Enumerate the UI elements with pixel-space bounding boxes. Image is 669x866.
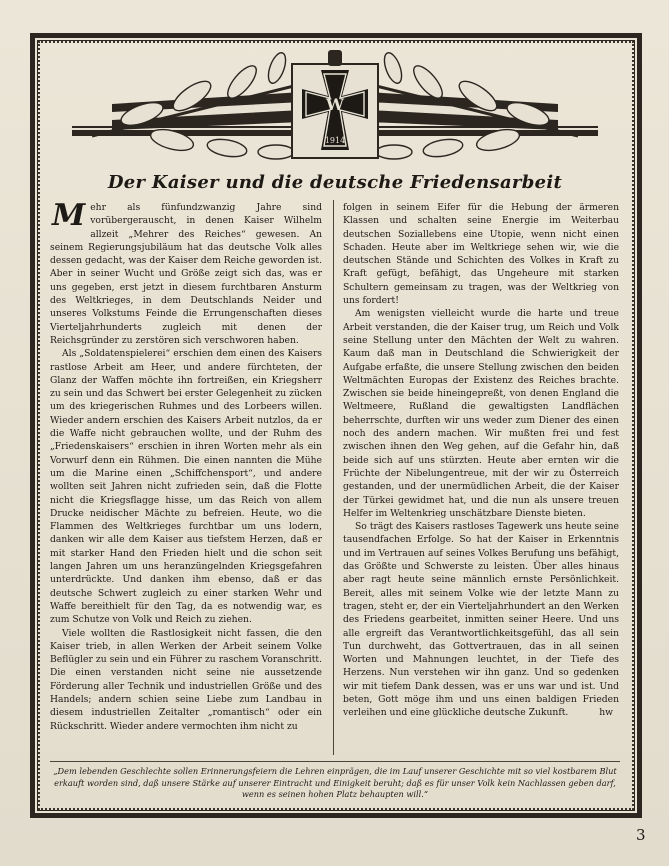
right-column [343, 201, 619, 720]
left-column [50, 198, 322, 733]
iron-cross-header-illustration [52, 44, 618, 168]
quote-divider [50, 761, 620, 762]
paragraph: folgen in seinem Eifer für die Hebung der ärmeren Klassen und schalten seine Energie im Weiterbau deutschen Soziallebens eine Utopie, wenn nicht einen Schaden. Heute aber im Weltkriege sehen wir, wie die deutschen Stände und Schichten des Volkes in Kraft zu Kraft gefügt, befähigt, das Ungeheure mit starken Schultern gemeinsam zu tragen, was der Weltkrieg von uns fordert! [343, 202, 619, 307]
paragraph-text: ehr als fünfundzwanzig Jahre sind vorübergerauscht, in denen Kaiser Wilhelm allzeit „Mehrer des Reiches“ gewesen. An seinem Regierungsjubiläum hat das deutsche Volk alles dessen gedacht, was der Kaiser dem Reiche geworden ist. Aber in seiner Wucht und Größe zeigt sich das, was er uns gegeben, erst jetzt in diesem furchtbaren Ansturm des Weltkrieges, in dem Deutschlands Neider und unseres Volkstums Feinde die Errungenschaften dieses Vierteljahrhunderts zugleich mit denen der Reichsgründer zu zerstören sich verschworen haben. [50, 202, 322, 346]
paragraph [50, 198, 322, 347]
cross-year: 1914 [324, 136, 346, 145]
cross-letter: W [326, 95, 344, 114]
footer-quote: „Dem lebenden Geschlechte sollen Erinnerungsfeiern die Lehren einprägen, die im Lauf unserer Geschichte mit so viel kostbarem Blut erkauft worden sind, daß unsere Stärke auf unserer Eintracht und Einigkeit beruht; daß es für unser Volk kein Nachlassen geben darf, wenn es seinen hohen Platz behaupten will.“ [53, 766, 617, 799]
column-divider [333, 200, 334, 755]
paragraph: Am wenigsten vielleicht wurde die harte und treue Arbeit verstanden, die der Kaiser trug, um Reich und Volk seine Stellung unter den Mächten der Welt zu wahren. Kaum daß man in Deutschland die Schwierigkeit der Aufgabe erfaßte, die unsere Stellung zwischen den beiden Weltmächten Europas der Existenz des Reiches brachte. Zwischen sie beide hineingepreßt, von denen England die Weltmeere, Rußland die gewaltigsten Landflächen beherrschte, durften wir uns weder zum Diener des einen noch des andern machen. Wir mußten frei und fest zwischen ihnen den Weg gehen, auf die Gefahr hin, daß beide sich auf uns stürzten. Heute aber ernten wir die Früchte der Nibelungentreue, mit der wir zu Österreich gestanden, und der unermüdlichen Arbeit, die der Kaiser der Türkei gewidmet hat, und die nun als unsere treuen Helfer im Weltenkrieg unschätzbare Dienste bieten. [343, 308, 619, 519]
paragraph [343, 520, 619, 719]
paragraph: Als „Soldatenspielerei“ erschien dem einen des Kaisers rastlose Arbeit am Heer, und andere fürchteten, der Glanz der Waffen möchte ihn fortreißen, ein Kriegsherr zu sein und das Schwert bei erster Gelegenheit zu zücken um des kriegerischen Ruhmes und des Lorbeers willen. Wieder andern erschien des Kaisers Arbeit nutzlos, da er die Waffe nicht gebrauchen wollte, und der Ruhm des „Friedenskaisers“ erschien in ihren Worten mehr als ein Vorwurf denn ein Rühmen. Die einen nannten die Mühe um die Marine einen „Schiffchensport“, und andere wollten seit Jahren nicht zufrieden sein, daß die Flotte nicht die Kriegsflagge hisse, um das Reich von allem Drucke neidischer Mächte zu befreien. Heute, wo die Flammen des Weltkrieges furchtbar um uns lodern, danken wir alle dem Kaiser aus tiefstem Herzen, daß er mit starker Hand den Frieden hielt und die schon seit langen Jahren um uns heranzüngelnden Kriegsgefahren unterdrückte. Und danken ihm ebenso, daß er das deutsche Schwert zugleich zu einer starken Wehr und Waffe bereithielt für den Tag, da es notwendig war, es zum Schutze von Volk und Reich zu ziehen. [50, 348, 322, 626]
paragraph-text: So trägt des Kaisers rastloses Tagewerk uns heute seine tausendfachen Erfolge. So hat der Kaiser in Erkenntnis und im Vertrauen auf seines Volkes Berufung uns befähigt, das Größte und Schwerste zu leisten. Über alles hinaus aber ragt heute seine männlich ernste Persönlichkeit. Bereit, alles mit seinem Volke wie der letzte Mann zu tragen, steht er, der ein Vierteljahrhundert an den Werken des Friedens gearbeitet, inmitten seiner Heere. Und uns alle ergreift das Verantwortlichkeitsgefühl, das all sein Tun durchweht, das Gottvertrauen, das in all seinen Worten und Mahnungen leuchtet, in der Tiefe des Herzens. Nun verstehen wir ihn ganz. Und so gedenken wir mit tiefem Dank dessen, was er uns war und ist. Und beten, Gott möge ihm und uns einen baldigen Frieden verleihen und eine glückliche deutsche Zukunft. [343, 521, 619, 719]
article-title: Der Kaiser und die deutsche Friedensarbeit [107, 172, 563, 193]
paragraph: Viele wollten die Rastlosigkeit nicht fassen, die den Kaiser trieb, in allen Werken der Arbeit seinem Volke Beflügler zu sein und ein Führer zu raschem Voranschritt. Die einen verstanden nicht seine nie aussetzende Förderung aller Technik und industriellen Größe und des Handels; andern schien seine Liebe zum Landbau in diesem industriellen Zeitalter „romantisch“ oder ein Rückschritt. Wieder andere vermochten ihm nicht zu [50, 627, 322, 732]
author-signature: hw [599, 707, 613, 719]
page-number: 3 [636, 826, 646, 844]
drop-cap: M [52, 198, 86, 233]
